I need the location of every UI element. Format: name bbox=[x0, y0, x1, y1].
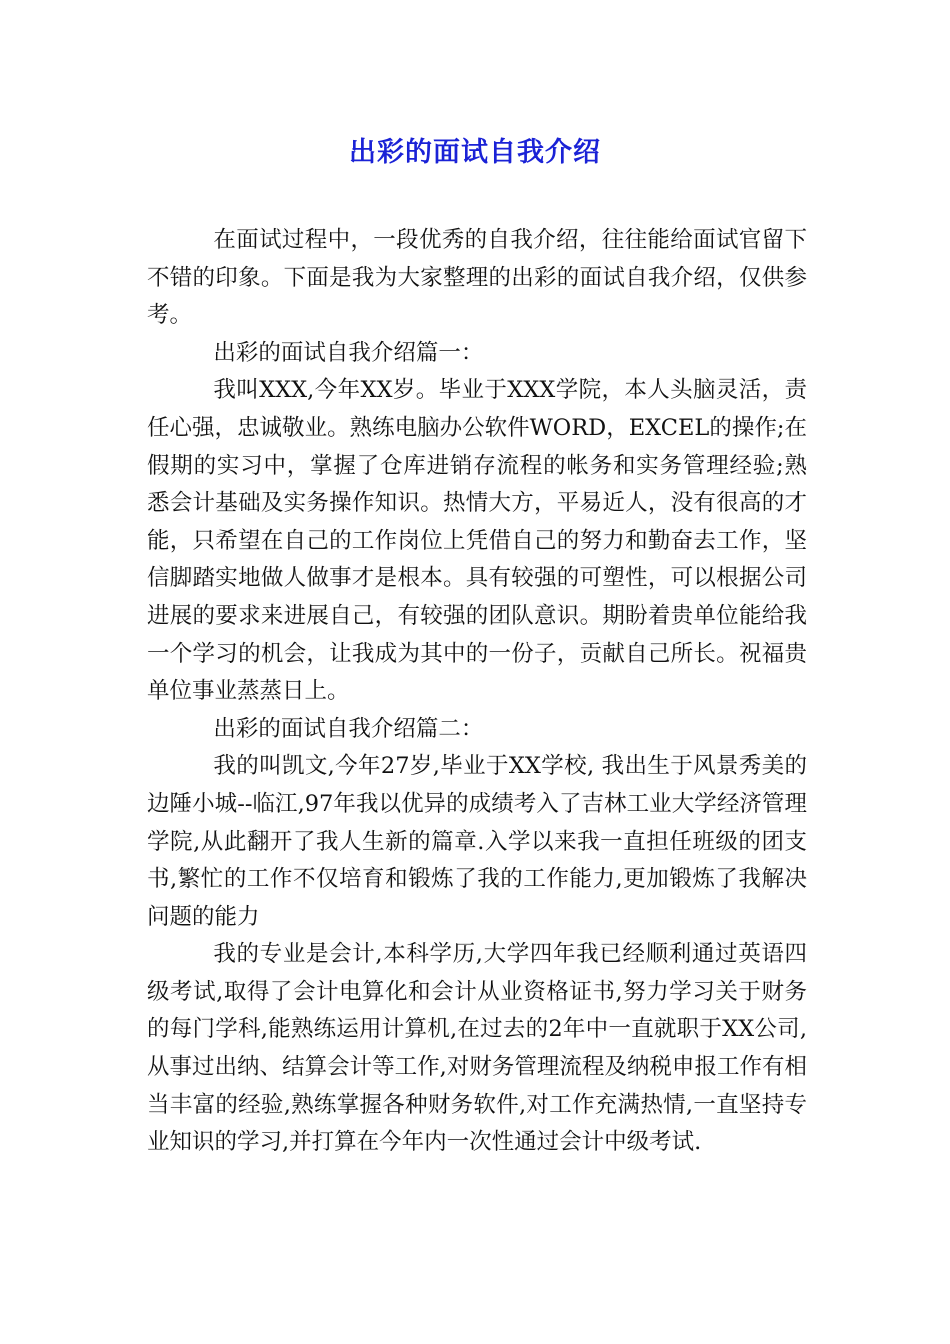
section-heading-two: 出彩的面试自我介绍篇二： bbox=[213, 715, 484, 742]
section-heading-one: 出彩的面试自我介绍篇一： bbox=[213, 339, 484, 366]
document-body bbox=[147, 222, 807, 1162]
section-two-paragraph-two: 我的专业是会计,本科学历,大学四年我已经顺利通过英语四级考试,取得了会计电算化和会计从业资格证书,努力学习关于财务的每门学科,能熟练运用计算机,在过去的2年中一直就职于XX公司,从事过出纳、结算会计等工作,对财务管理流程及纳税申报工作有相当丰富的经验,熟练掌握各种财务软件,对工作充满热情,一直坚持专业知识的学习,并打算在今年内一次性通过会计中级考试. bbox=[147, 941, 807, 1156]
section-two-paragraph-one: 我的叫凯文,今年27岁,毕业于XX学校, 我出生于风景秀美的边陲小城--临江,97年我以优异的成绩考入了吉林工业大学经济管理学院,从此翻开了我人生新的篇章.入学以来我一直担任班级的团支书,繁忙的工作不仅培育和锻炼了我的工作能力,更加锻炼了我解决问题的能力 bbox=[147, 753, 807, 930]
section-one-paragraph: 我叫XXX,今年XX岁。毕业于XXX学院，本人头脑灵活，责任心强，忠诚敬业。熟练电脑办公软件WORD，EXCEL的操作;在假期的实习中，掌握了仓库进销存流程的帐务和实务管理经验;熟悉会计基础及实务操作知识。热情大方，平易近人，没有很高的才能，只希望在自己的工作岗位上凭借自己的努力和勤奋去工作，坚信脚踏实地做人做事才是根本。具有较强的可塑性，可以根据公司进展的要求来进展自己，有较强的团队意识。期盼着贵单位能给我一个学习的机会，让我成为其中的一份子，贡献自己所长。祝福贵单位事业蒸蒸日上。 bbox=[147, 377, 807, 705]
intro-paragraph: 在面试过程中，一段优秀的自我介绍，往往能给面试官留下不错的印象。下面是我为大家整理的出彩的面试自我介绍，仅供参考。 bbox=[147, 227, 807, 329]
document-title: 出彩的面试自我介绍 bbox=[349, 137, 601, 168]
